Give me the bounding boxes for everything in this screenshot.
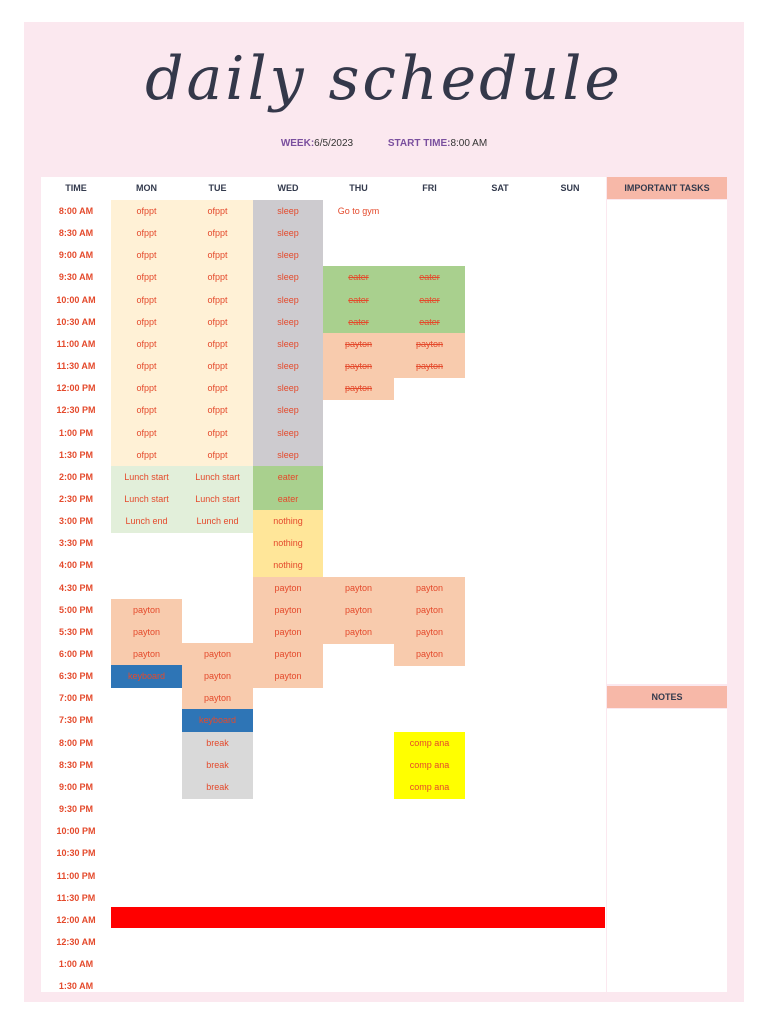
start-time-label: START TIME: xyxy=(387,138,451,149)
time-label: 11:00 AM xyxy=(56,338,96,349)
schedule-cell[interactable]: payton xyxy=(394,333,465,356)
schedule-cell[interactable]: ofppt xyxy=(111,422,182,445)
notes-area[interactable] xyxy=(607,709,727,992)
week-meta xyxy=(0,138,768,149)
time-label: 12:00 PM xyxy=(56,383,96,394)
schedule-cell[interactable]: eater xyxy=(323,311,394,334)
schedule-cell[interactable]: sleep xyxy=(253,422,323,445)
schedule-cell[interactable]: payton xyxy=(182,687,253,710)
schedule-cell[interactable]: payton xyxy=(323,577,394,600)
schedule-cell[interactable]: ofppt xyxy=(182,333,253,356)
schedule-cell[interactable]: Lunch start xyxy=(182,488,253,511)
important-tasks-header: IMPORTANT TASKS xyxy=(607,177,727,199)
schedule-cell[interactable]: ofppt xyxy=(182,289,253,312)
time-label: 9:00 AM xyxy=(58,250,94,261)
column-header-fri: FRI xyxy=(422,183,437,193)
time-label: 1:30 PM xyxy=(58,449,93,460)
time-label: 8:30 AM xyxy=(58,228,94,239)
time-label: 7:00 PM xyxy=(58,693,93,704)
column-header-wed: WED xyxy=(277,183,299,193)
midnight-highlight-bar xyxy=(111,907,605,928)
schedule-cell[interactable]: comp ana xyxy=(394,754,465,777)
schedule-cell[interactable]: sleep xyxy=(253,355,323,378)
schedule-cell[interactable]: nothing xyxy=(253,554,323,577)
schedule-cell[interactable]: ofppt xyxy=(182,422,253,445)
time-label: 4:00 PM xyxy=(58,560,93,571)
schedule-cell[interactable]: payton xyxy=(111,599,182,622)
schedule-cell[interactable]: ofppt xyxy=(111,377,182,400)
schedule-cell[interactable]: sleep xyxy=(253,266,323,289)
week-value[interactable]: 6/5/2023 xyxy=(314,138,354,149)
column-header-tue: TUE xyxy=(208,183,227,193)
schedule-cell[interactable]: ofppt xyxy=(111,289,182,312)
schedule-cell[interactable]: ofppt xyxy=(111,333,182,356)
time-label: 10:30 PM xyxy=(56,848,96,859)
schedule-cell[interactable]: ofppt xyxy=(182,355,253,378)
notes-header: NOTES xyxy=(607,686,727,708)
schedule-cell[interactable]: sleep xyxy=(253,200,323,223)
schedule-cell[interactable]: ofppt xyxy=(182,311,253,334)
schedule-cell[interactable]: ofppt xyxy=(182,200,253,223)
schedule-cell[interactable]: ofppt xyxy=(182,399,253,422)
time-label: 12:30 AM xyxy=(56,936,96,947)
important-tasks-area[interactable] xyxy=(607,200,727,684)
schedule-cell[interactable]: sleep xyxy=(253,399,323,422)
time-label: 7:30 PM xyxy=(58,715,93,726)
time-label: 1:30 AM xyxy=(58,981,94,992)
schedule-cell[interactable]: Lunch start xyxy=(182,466,253,489)
schedule-cell[interactable]: eater xyxy=(323,266,394,289)
schedule-cell[interactable]: ofppt xyxy=(111,444,182,467)
schedule-cell[interactable]: sleep xyxy=(253,444,323,467)
schedule-cell[interactable]: sleep xyxy=(253,333,323,356)
schedule-cell[interactable]: eater xyxy=(253,488,323,511)
schedule-cell[interactable]: payton xyxy=(253,643,323,666)
time-label: 1:00 PM xyxy=(58,427,93,438)
time-label: 8:00 AM xyxy=(58,206,94,216)
schedule-cell[interactable]: payton xyxy=(111,621,182,644)
schedule-cell[interactable]: eater xyxy=(394,289,465,312)
schedule-cell[interactable]: Lunch end xyxy=(182,510,253,533)
schedule-cell[interactable]: payton xyxy=(323,599,394,622)
schedule-cell[interactable]: payton xyxy=(394,355,465,378)
schedule-cell[interactable]: eater xyxy=(394,311,465,334)
time-label: 2:00 PM xyxy=(58,471,93,482)
time-label: 9:30 AM xyxy=(58,272,94,283)
time-label: 12:00 AM xyxy=(56,914,96,925)
schedule-cell[interactable]: payton xyxy=(323,377,394,400)
schedule-cell[interactable]: Go to gym xyxy=(337,206,380,216)
schedule-cell[interactable]: keyboard xyxy=(111,665,182,688)
time-label: 5:00 PM xyxy=(58,604,93,615)
schedule-cell[interactable]: payton xyxy=(253,621,323,644)
schedule-cell[interactable]: ofppt xyxy=(182,444,253,467)
schedule-cell[interactable]: sleep xyxy=(253,377,323,400)
week-label: WEEK: xyxy=(280,138,315,149)
schedule-cell[interactable]: nothing xyxy=(253,532,323,555)
schedule-cell[interactable]: payton xyxy=(253,665,323,688)
time-label: 10:00 PM xyxy=(56,826,96,837)
schedule-cell[interactable]: ofppt xyxy=(111,311,182,334)
schedule-cell[interactable]: ofppt xyxy=(111,222,182,245)
schedule-cell[interactable]: payton xyxy=(182,665,253,688)
schedule-cell[interactable]: eater xyxy=(323,289,394,312)
column-header-thu: THU xyxy=(349,183,368,193)
schedule-cell[interactable]: break xyxy=(182,776,253,799)
schedule-cell[interactable]: ofppt xyxy=(182,222,253,245)
time-label: 2:30 PM xyxy=(58,493,93,504)
schedule-cell[interactable]: payton xyxy=(323,333,394,356)
page-title: daily schedule xyxy=(145,44,623,114)
start-time-value[interactable]: 8:00 AM xyxy=(450,138,488,149)
schedule-cell[interactable]: nothing xyxy=(253,510,323,533)
schedule-cell[interactable]: ofppt xyxy=(182,377,253,400)
schedule-cell[interactable]: ofppt xyxy=(111,399,182,422)
schedule-cell[interactable]: sleep xyxy=(253,222,323,245)
schedule-cell[interactable]: sleep xyxy=(253,289,323,312)
schedule-cell[interactable]: ofppt xyxy=(182,266,253,289)
schedule-cell[interactable]: payton xyxy=(394,621,465,644)
column-header-time: TIME xyxy=(65,183,87,193)
schedule-cell[interactable]: payton xyxy=(394,577,465,600)
schedule-cell[interactable]: Lunch start xyxy=(111,466,182,489)
time-label: 3:00 PM xyxy=(58,516,93,527)
schedule-cell[interactable]: Lunch start xyxy=(111,488,182,511)
time-label: 1:00 AM xyxy=(58,959,94,970)
schedule-cell[interactable]: payton xyxy=(253,577,323,600)
schedule-cell[interactable]: payton xyxy=(323,355,394,378)
time-label: 11:30 PM xyxy=(56,892,96,903)
time-label: 3:30 PM xyxy=(58,538,93,549)
schedule-cell[interactable]: payton xyxy=(253,599,323,622)
schedule-cell[interactable]: payton xyxy=(323,621,394,644)
schedule-cell[interactable]: comp ana xyxy=(394,776,465,799)
schedule-cell[interactable]: Lunch end xyxy=(111,510,182,533)
time-label: 4:30 PM xyxy=(58,582,93,593)
time-label: 5:30 PM xyxy=(58,626,93,637)
time-label: 11:00 PM xyxy=(56,870,96,881)
column-header-mon: MON xyxy=(136,183,157,193)
schedule-cell[interactable]: comp ana xyxy=(394,732,465,755)
time-label: 9:00 PM xyxy=(58,781,93,792)
column-header-sun: SUN xyxy=(560,183,580,193)
schedule-cell[interactable]: break xyxy=(182,754,253,777)
time-label: 6:30 PM xyxy=(58,671,93,682)
time-label: 8:00 PM xyxy=(58,737,93,748)
schedule-cell[interactable]: payton xyxy=(394,599,465,622)
schedule-cell[interactable]: payton xyxy=(182,643,253,666)
time-label: 10:30 AM xyxy=(56,316,96,327)
time-label: 10:00 AM xyxy=(56,294,96,305)
schedule-cell[interactable]: break xyxy=(182,732,253,755)
schedule-cell[interactable]: ofppt xyxy=(182,244,253,267)
schedule-cell[interactable]: ofppt xyxy=(111,200,182,223)
time-label: 11:30 AM xyxy=(56,361,96,372)
time-label: 8:30 PM xyxy=(58,759,93,770)
schedule-cell[interactable]: sleep xyxy=(253,311,323,334)
schedule-cell[interactable]: ofppt xyxy=(111,266,182,289)
schedule-cell[interactable]: ofppt xyxy=(111,355,182,378)
schedule-cell[interactable]: ofppt xyxy=(111,244,182,267)
time-label: 9:30 PM xyxy=(58,804,93,815)
schedule-cell[interactable]: sleep xyxy=(253,244,323,267)
time-label: 12:30 PM xyxy=(56,405,96,416)
schedule-cell[interactable]: eater xyxy=(394,266,465,289)
schedule-cell[interactable]: keyboard xyxy=(182,709,253,732)
time-label: 6:00 PM xyxy=(58,649,93,659)
schedule-cell[interactable]: payton xyxy=(111,643,182,666)
schedule-cell[interactable]: payton xyxy=(394,643,465,666)
schedule-cell[interactable]: eater xyxy=(253,466,323,489)
column-header-sat: SAT xyxy=(491,183,509,193)
